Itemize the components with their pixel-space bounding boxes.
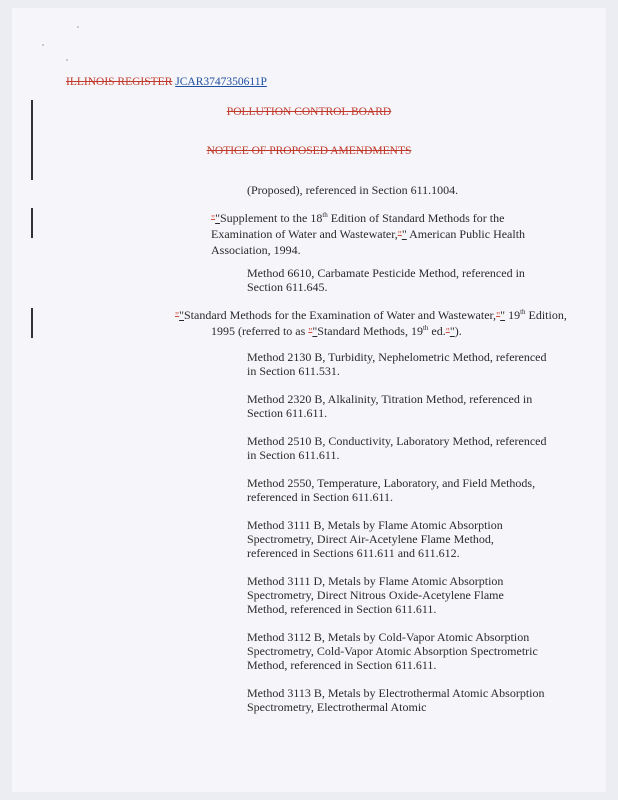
register-inserted: JCAR3747350611P (175, 76, 267, 88)
proposed-line: (Proposed), referenced in Section 611.1004. (247, 183, 459, 197)
change-bar (31, 208, 33, 238)
method-item: Method 2320 B, Alkalinity, Titration Method, referenced in Section 611.611. (247, 392, 533, 421)
change-bar (31, 308, 33, 338)
board-heading: POLLUTION CONTROL BOARD (226, 106, 392, 118)
method-6610: Method 6610, Carbamate Pesticide Method, referenced in Section 611.645. (247, 266, 525, 295)
method-item: Method 3111 D, Metals by Flame Atomic Absorption Spectrometry, Direct Nitrous Oxide-Acetylene Flame Method, referenced in Section 611.611. (247, 574, 504, 617)
register-header (66, 76, 267, 88)
register-deleted: ILLINOIS REGISTER (66, 76, 173, 88)
scan-speck (66, 59, 68, 61)
method-item: Method 3111 B, Metals by Flame Atomic Absorption Spectrometry, Direct Air-Acetylene Flame Method, referenced in Sections 611.611 and 611.612. (247, 518, 503, 561)
method-item: Method 2130 B, Turbidity, Nephelometric Method, referenced in Section 611.531. (247, 350, 547, 379)
supplement-citation: ""Supplement to the 18th Edition of Standard Methods for the Examination of Water and Wastewater,"" American Public Health Association, 1994. (211, 211, 526, 258)
method-item: Method 3113 B, Metals by Electrothermal Atomic Absorption Spectrometry, Electrothermal Atomic (247, 686, 545, 715)
method-item: Method 3112 B, Metals by Cold-Vapor Atomic Absorption Spectrometry, Cold-Vapor Atomic Absorption Spectrometric Method, referenced in Section 611.611. (247, 630, 538, 673)
method-item: Method 2550, Temperature, Laboratory, and Field Methods, referenced in Section 611.611. (247, 476, 536, 505)
scan-speck (42, 44, 44, 46)
method-item: Method 2510 B, Conductivity, Laboratory Method, referenced in Section 611.611. (247, 434, 547, 463)
standard-methods-citation: ""Standard Methods for the Examination of Water and Wastewater,"" 19th Edition, 1995 (referred to as ""Standard Methods, 19th ed.""). (175, 308, 567, 339)
scan-speck (77, 26, 79, 28)
notice-heading: NOTICE OF PROPOSED AMENDMENTS (206, 145, 412, 157)
